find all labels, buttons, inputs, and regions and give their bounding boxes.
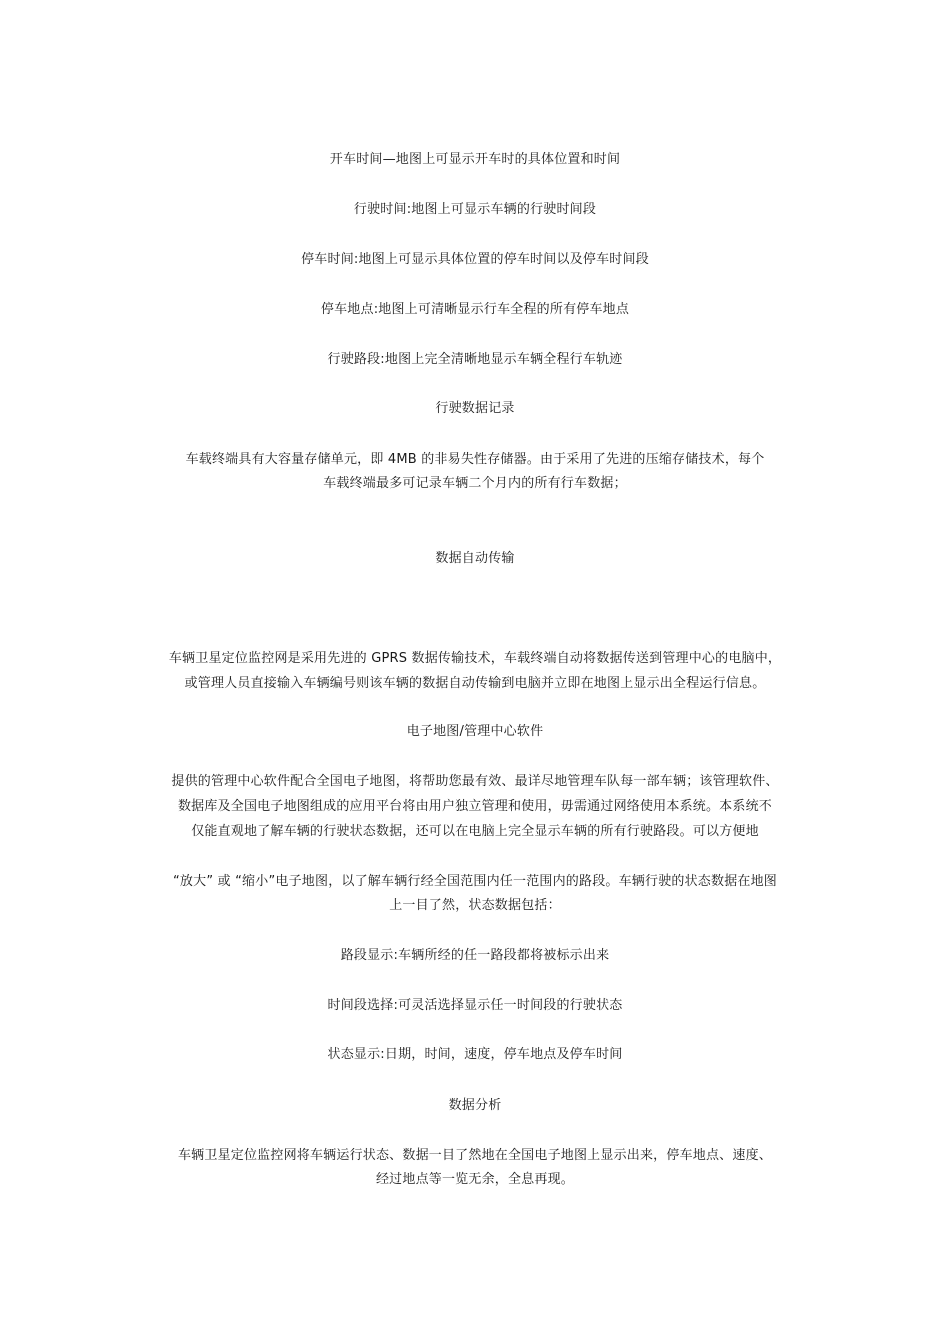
paragraph-zoom-line-2: 上一目了然，状态数据包括： — [389, 898, 561, 913]
paragraph-gprs-line-1: 车辆卫星定位监控网是采用先进的 GPRS 数据传输技术，车载终端自动将数据传送到管理中心的电脑中， — [168, 651, 782, 666]
paragraph-storage-line-2: 车载终端最多可记录车辆二个月内的所有行车数据； — [323, 476, 627, 491]
paragraph-software-line-3: 仅能直观地了解车辆的行驶状态数据，还可以在电脑上完全显示车辆的所有行驶路段。可以方便地 — [191, 824, 759, 839]
paragraph-software-line-1: 提供的管理中心软件配合全国电子地图，将帮助您最有效、最详尽地管理车队每一部车辆；该管理软件、 — [171, 774, 779, 789]
heading-data-analysis: 数据分析 — [448, 1098, 502, 1113]
paragraph-analysis-line-1: 车辆卫星定位监控网将车辆运行状态、数据一目了然地在全国电子地图上显示出来，停车地点、速度、 — [177, 1148, 772, 1163]
heading-auto-transfer: 数据自动传输 — [435, 551, 515, 566]
text-line-driving-time: 行驶时间:地图上可显示车辆的行驶时间段 — [353, 202, 597, 217]
paragraph-software-line-2: 数据库及全国电子地图组成的应用平台将由用户独立管理和使用，毋需通过网络使用本系统。本系统不 — [177, 799, 772, 814]
heading-driving-data-record: 行驶数据记录 — [435, 401, 515, 416]
text-line-route-display: 路段显示:车辆所经的任一路段都将被标示出来 — [340, 948, 610, 963]
text-line-parking-location: 停车地点:地图上可清晰显示行车全程的所有停车地点 — [320, 302, 630, 317]
paragraph-storage-line-1: 车载终端具有大容量存储单元，即 4MB 的非易失性存储器。由于采用了先进的压缩存储技术，每个 — [185, 452, 765, 467]
paragraph-analysis-line-2: 经过地点等一览无余，全息再现。 — [375, 1172, 574, 1187]
text-line-time-period-selection: 时间段选择:可灵活选择显示任一时间段的行驶状态 — [327, 998, 623, 1013]
text-line-driving-route: 行驶路段:地图上完全清晰地显示车辆全程行车轨迹 — [327, 352, 623, 367]
paragraph-zoom-line-1: “放大” 或 “缩小”电子地图，以了解车辆行经全国范围内任一范围内的路段。车辆行驶的状态数据在地图 — [172, 874, 777, 889]
text-line-status-display: 状态显示:日期，时间，速度，停车地点及停车时间 — [327, 1047, 623, 1062]
paragraph-gprs-line-2: 或管理人员直接输入车辆编号则该车辆的数据自动传输到电脑并立即在地图上显示出全程运行信息。 — [184, 676, 766, 691]
text-line-start-time: 开车时间—地图上可显示开车时的具体位置和时间 — [329, 152, 621, 167]
text-line-parking-time: 停车时间:地图上可显示具体位置的停车时间以及停车时间段 — [301, 252, 649, 267]
heading-electronic-map-software: 电子地图/管理中心软件 — [406, 724, 544, 739]
